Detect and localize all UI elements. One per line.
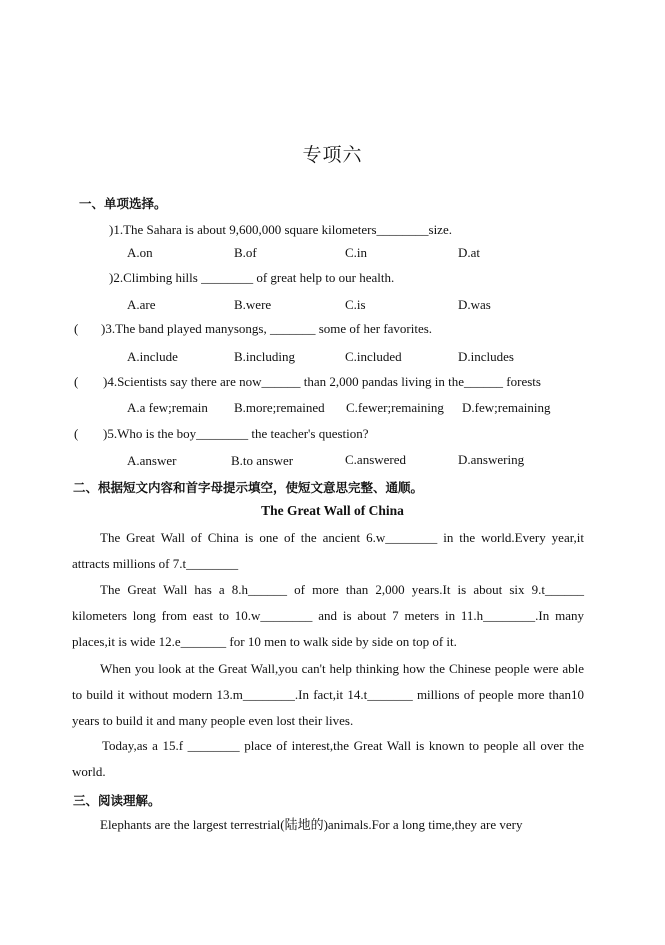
question-2-option-d: D.was bbox=[458, 297, 491, 312]
section-heading-cloze: 二、根据短文内容和首字母提示填空，使短文意思完整、通顺。 bbox=[73, 480, 424, 495]
section-heading-single-choice: 一、单项选择。 bbox=[79, 196, 167, 211]
question-4-stem: )4.Scientists say there are now______ than 2,000 pandas living in the______ forests bbox=[103, 374, 541, 389]
question-2-option-c: C.is bbox=[345, 297, 366, 312]
question-3-answer-bracket: ( bbox=[74, 321, 79, 336]
passage-title: The Great Wall of China bbox=[261, 503, 404, 518]
question-1-option-c: C.in bbox=[345, 245, 368, 260]
question-2-stem: )2.Climbing hills ________ of great help to our health. bbox=[109, 270, 395, 285]
question-4-answer-bracket: ( bbox=[74, 374, 79, 389]
question-5-answer-bracket: ( bbox=[74, 426, 79, 441]
question-3-option-d: D.includes bbox=[458, 349, 514, 364]
question-1-option-d: D.at bbox=[458, 245, 481, 260]
question-3-option-c: C.included bbox=[345, 349, 402, 364]
section-heading-reading: 三、阅读理解。 bbox=[73, 793, 161, 808]
page-title: 专项六 bbox=[302, 145, 363, 166]
question-4-option-a: A.a few;remain bbox=[127, 400, 208, 415]
passage-paragraph-1: The Great Wall of China is one of the ancient 6.w________ in the world.Every year,it attracts millions of 7.t________ bbox=[72, 530, 584, 571]
question-5-option-d: D.answering bbox=[458, 452, 525, 467]
question-5-option-a: A.answer bbox=[127, 453, 177, 468]
question-1-option-b: B.of bbox=[234, 245, 257, 260]
question-2-option-a: A.are bbox=[127, 297, 156, 312]
question-1-stem: )1.The Sahara is about 9,600,000 square kilometers________size. bbox=[109, 222, 452, 237]
question-5-option-b: B.to answer bbox=[231, 453, 294, 468]
reading-first-line: Elephants are the largest terrestrial(陆地的)animals.For a long time,they are very bbox=[100, 817, 523, 832]
passage-paragraph-2: The Great Wall has a 8.h______ of more than 2,000 years.It is about six 9.t______ kilometers long from east to 10.w________ and is about 7 meters in 11.h________.In many places,it is wide 12.e_______ for 10 men to walk side by side on top of it. bbox=[72, 582, 584, 649]
passage-paragraph-3: When you look at the Great Wall,you can't help thinking how the Chinese people were able to build it without modern 13.m________.In fact,it 14.t_______ millions of people more than10 years to build it and many people even lost their lives. bbox=[72, 661, 584, 728]
question-5-option-c: C.answered bbox=[345, 452, 407, 467]
question-4-option-c: C.fewer;remaining bbox=[346, 400, 444, 415]
passage-paragraph-4: Today,as a 15.f ________ place of interest,the Great Wall is known to people all over the world. bbox=[72, 738, 584, 779]
question-4-option-b: B.more;remained bbox=[234, 400, 325, 415]
question-5-stem: )5.Who is the boy________ the teacher's question? bbox=[103, 426, 369, 441]
question-1-option-a: A.on bbox=[127, 245, 153, 260]
question-3-option-a: A.include bbox=[127, 349, 178, 364]
question-4-option-d: D.few;remaining bbox=[462, 400, 551, 415]
question-2-option-b: B.were bbox=[234, 297, 272, 312]
question-3-stem: )3.The band played manysongs, _______ some of her favorites. bbox=[101, 321, 433, 336]
question-3-option-b: B.including bbox=[234, 349, 296, 364]
